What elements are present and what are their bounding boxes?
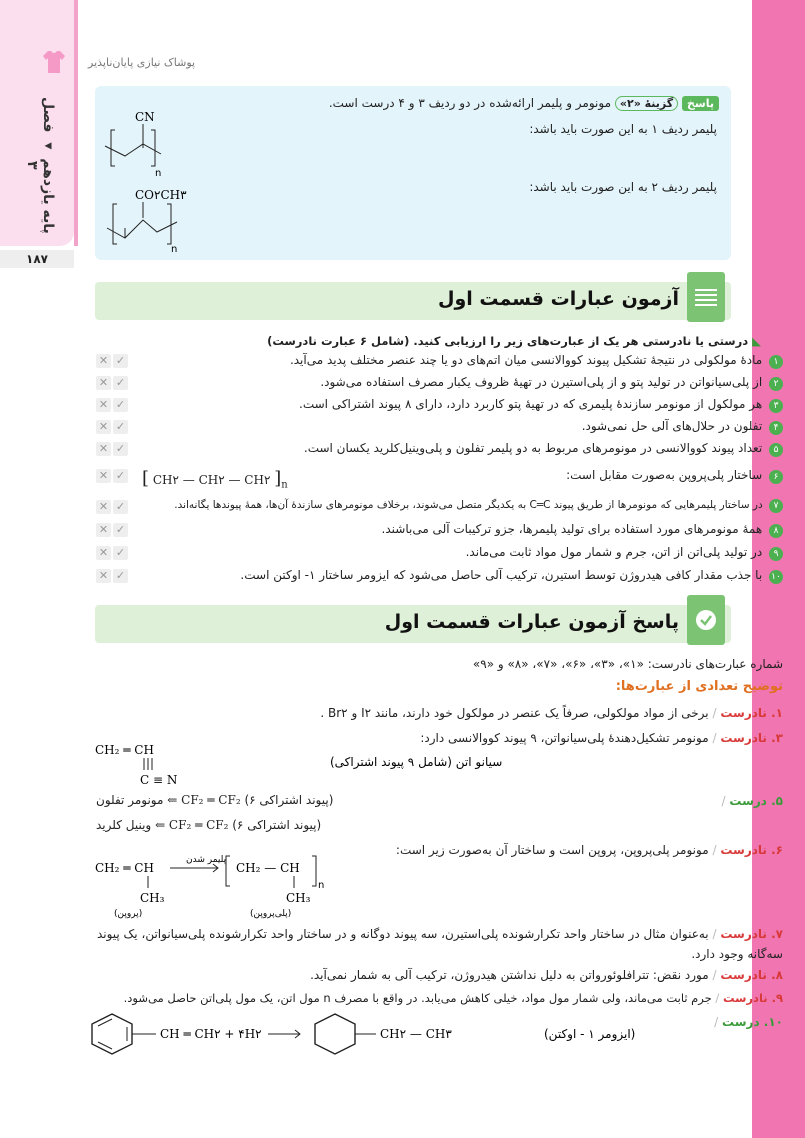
check-icon[interactable]: ✓	[113, 354, 128, 368]
cross-icon[interactable]: ✕	[96, 442, 111, 456]
styrene-hydrogenation	[90, 1010, 650, 1060]
cross-icon[interactable]: ✕	[96, 376, 111, 390]
product-formula: CH۲ — CH۳	[380, 1027, 452, 1041]
quiz-item	[290, 353, 783, 369]
item-number: ۳	[769, 399, 783, 413]
true-false-boxes	[96, 500, 132, 514]
true-false-boxes	[96, 398, 132, 412]
teflon-line: مونومر تفلون ⇐ CF₂ ═ CF₂ (۶ پیوند اشتراکی)	[96, 793, 334, 807]
explain-subtitle: توضیح تعدادی از عبارت‌ها:	[615, 679, 783, 694]
svg-text:CH₃: CH₃	[140, 891, 165, 905]
svg-text:CH₂ ═ CH: CH₂ ═ CH	[95, 861, 154, 875]
cross-icon[interactable]: ✕	[96, 469, 111, 483]
answer-box	[95, 86, 731, 260]
cross-icon[interactable]: ✕	[96, 546, 111, 560]
svg-text:CH₃: CH₃	[286, 891, 311, 905]
item-text: هر مولکول از مونومر سازندهٔ پلیمری که در تهیهٔ پتو کاربرد دارد، دارای ۸ پیوند اشتراکی است.	[299, 397, 763, 411]
check-icon[interactable]: ✓	[113, 469, 128, 483]
check-icon[interactable]: ✓	[113, 398, 128, 412]
true-false-boxes	[96, 569, 132, 583]
quiz-item	[566, 468, 783, 484]
cyclohexane-ring	[315, 1014, 355, 1054]
check-icon[interactable]: ✓	[113, 420, 128, 434]
cyanoethene-structure	[90, 740, 503, 788]
wrong-list: شماره عبارت‌های نادرست: «۱»، «۳»، «۶»، «۷»، «۸» و «۹»	[472, 657, 783, 671]
chapter-tab-strip	[74, 0, 78, 246]
octene-isomer-label: (ایزومر ۱ - اوکتن)	[544, 1027, 636, 1041]
item-text: تعداد پیوند کووالانسی در مونومرهای مربوط به دو پلیمر تفلون و پلی‌وینیل‌کلرید یکسان است.	[303, 441, 763, 455]
list-icon	[687, 272, 725, 322]
quiz-title: آزمون عبارات قسمت اول	[437, 288, 679, 310]
sol-3: ۳. نادرست / مونومر تشکیل‌دهندهٔ پلی‌سیانواتن، ۹ پیوند کووالانسی دارد:	[420, 731, 783, 745]
sol-9: ۹. نادرست / جرم ثابت می‌ماند، ولی شمار مول مواد، خیلی کاهش می‌یابد. در واقع با مصرف n مول اتن، یک مول پلی‌اتن حاصل می‌شود.	[123, 991, 783, 1005]
propene-label: (پروپن)	[114, 909, 143, 919]
item-text: تفلون در حلال‌های آلی حل نمی‌شود.	[581, 419, 763, 433]
check-icon[interactable]: ✓	[113, 569, 128, 583]
shirt-icon	[40, 48, 68, 76]
answer-tag: پاسخ	[682, 96, 719, 111]
check-icon[interactable]: ✓	[113, 442, 128, 456]
n-subscript-1: n	[155, 168, 162, 179]
cyanoethene-name: سیانو اتن (شامل ۹ پیوند اشتراکی)	[330, 755, 503, 769]
true-false-boxes	[96, 546, 132, 560]
answer-line	[329, 96, 719, 111]
chapter-label: پایه یازدهم ◂ فصل ۳	[24, 96, 56, 234]
check-icon[interactable]: ✓	[113, 376, 128, 390]
true-false-boxes	[96, 523, 132, 537]
true-false-boxes	[96, 420, 132, 434]
item-number: ۴	[769, 421, 783, 435]
polypropene-label: (پلی‌پروپن)	[250, 909, 292, 919]
item-number: ۶	[769, 470, 783, 484]
item-number: ۱	[769, 355, 783, 369]
quiz-item	[174, 499, 783, 513]
polymerize-label: پلیمر شدن	[186, 855, 227, 865]
solution-title: پاسخ آزمون عبارات قسمت اول	[384, 611, 679, 633]
quiz-item	[240, 568, 783, 584]
cn-group: CN	[135, 110, 155, 124]
sol-10: ۱۰. درست /	[714, 1015, 783, 1029]
svg-text:C ≡ N: C ≡ N	[140, 773, 178, 787]
cross-icon[interactable]: ✕	[96, 420, 111, 434]
ester-group: CO۲CH۳	[135, 188, 187, 202]
item-text: در ساختار پلیمرهایی که مونومرها از طریق پیوند C═C به یکدیگر متصل می‌شوند، برخلاف مونومرهای سازندهٔ آن‌ها، همهٔ پیوندها یگانه‌اند.	[174, 499, 763, 511]
cross-icon[interactable]: ✕	[96, 354, 111, 368]
item-text: همهٔ مونومرهای مورد استفاده برای تولید پلیمرها، جزو ترکیبات آلی می‌باشند.	[381, 522, 763, 536]
option-tag: گزینهٔ «۲»	[615, 96, 678, 111]
item6-formula: [ CH۲ — CH۲ — CH۲ ]$_n$	[142, 468, 288, 491]
quiz-banner	[95, 282, 731, 320]
reactant-formula: CH ═ CH۲ + ۴H۲	[160, 1027, 262, 1041]
sol-1: ۱. نادرست / برخی از مواد مولکولی، صرفاً یک عنصر در مولکول خود دارند، مانند I۲ و Br۲ .	[320, 706, 783, 720]
quiz-instruction: ◣ درستی یا نادرستی هر یک از عبارت‌های زیر را ارزیابی کنید. (شامل ۶ عبارت نادرست)	[267, 334, 761, 348]
quiz-item	[299, 397, 783, 413]
svg-text:CH₂ ═ CH: CH₂ ═ CH	[95, 743, 154, 757]
cross-icon[interactable]: ✕	[96, 523, 111, 537]
item-number: ۹	[769, 547, 783, 561]
cross-icon[interactable]: ✕	[96, 569, 111, 583]
item-number: ۷	[769, 499, 783, 513]
n-subscript-3: n	[318, 880, 325, 891]
quiz-item	[304, 441, 783, 457]
quiz-item	[382, 522, 783, 538]
cross-icon[interactable]: ✕	[96, 500, 111, 514]
true-false-boxes	[96, 354, 132, 368]
check-icon[interactable]: ✓	[113, 500, 128, 514]
sol-8: ۸. نادرست / مورد نقض: تترافلوئورواتن به دلیل نداشتن هیدروژن، ترکیب آلی به شمار نمی‌آید.	[310, 968, 783, 982]
quiz-item	[582, 419, 783, 435]
svg-text:CH₂ — CH: CH₂ — CH	[236, 861, 300, 875]
item-text: ساختار پلی‌پروپن به‌صورت مقابل است:	[566, 468, 763, 482]
item-text: از پلی‌سیانواتن در تولید پتو و از پلی‌استیرن در تهیهٔ ظروف یکبار مصرف استفاده می‌شود.	[320, 375, 763, 389]
item-number: ۸	[769, 524, 783, 538]
pvc-line: وینیل کلرید ⇐ CF₂ ═ CF₂ (۶ پیوند اشتراکی)	[96, 818, 322, 832]
row1-text: پلیمر ردیف ۱ به این صورت باید باشد:	[529, 122, 717, 136]
sol-7: ۷. نادرست / به‌عنوان مثال در ساختار واحد تکرارشونده پلی‌استیرن، سه پیوند دوگانه و در ساختار واحد تکرارشونده پلی‌سیانواتن، یک پیوند سه‌گانه وجود دارد.	[96, 927, 783, 961]
row2-text: پلیمر ردیف ۲ به این صورت باید باشد:	[529, 180, 717, 194]
polymer-structure-1	[95, 86, 215, 260]
true-false-boxes	[96, 442, 132, 456]
sol-6: ۶. نادرست / مونومر پلی‌پروپن، پروپن است و ساختار آن به‌صورت زیر است:	[395, 843, 783, 857]
propene-structure	[90, 850, 350, 920]
sol-5: ۵. درست /	[721, 794, 783, 808]
item-text: مادهٔ مولکولی در نتیجهٔ تشکیل پیوند کووالانسی میان اتم‌های دو یا چند عنصر مختلف پدید می‌آید.	[289, 353, 763, 367]
quiz-item	[320, 375, 783, 391]
item-text: در تولید پلی‌اتن از اتن، جرم و شمار مول مواد ثابت می‌ماند.	[465, 545, 763, 559]
page-number: ۱۸۷	[0, 250, 74, 268]
benzene-ring	[92, 1014, 132, 1054]
item-number: ۱۰	[769, 570, 783, 584]
true-false-boxes	[96, 469, 132, 483]
n-subscript-2: n	[171, 244, 178, 255]
quiz-item	[466, 545, 783, 561]
solution-banner	[95, 605, 731, 643]
item-text: با جذب مقدار کافی هیدروژن توسط استیرن، ترکیب آلی حاصل می‌شود که ایزومر ساختار ۱- اوکتن است.	[240, 568, 763, 582]
item-number: ۲	[769, 377, 783, 391]
item-number: ۵	[769, 443, 783, 457]
check-icon[interactable]: ✓	[113, 546, 128, 560]
check-circle-icon	[687, 595, 725, 645]
true-false-boxes	[96, 376, 132, 390]
cross-icon[interactable]: ✕	[96, 398, 111, 412]
answer-text: مونومر و پلیمر ارائه‌شده در دو ردیف ۳ و ۴ درست است.	[328, 96, 612, 110]
running-header: پوشاک نیازی پایان‌ناپذیر	[88, 56, 196, 69]
check-icon[interactable]: ✓	[113, 523, 128, 537]
